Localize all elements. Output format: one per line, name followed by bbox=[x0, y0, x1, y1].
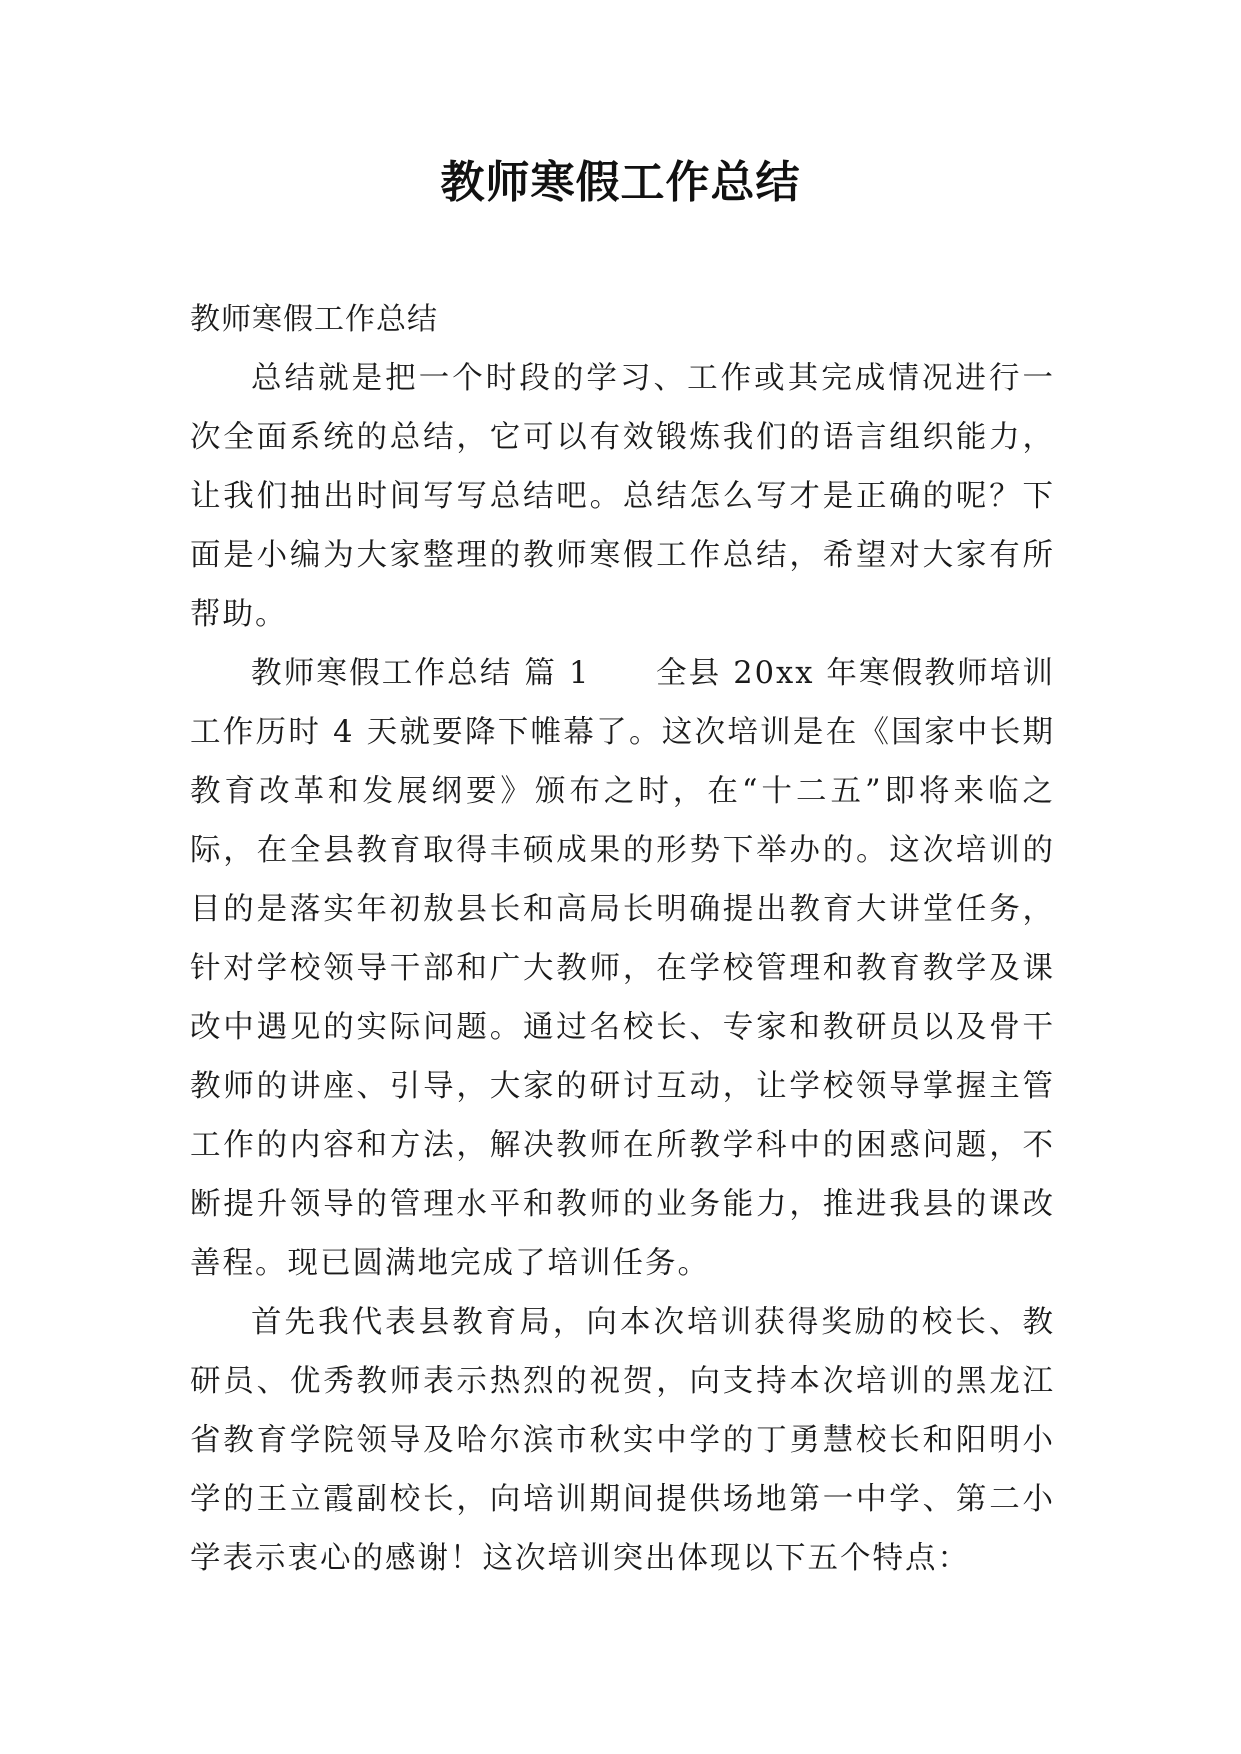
document-subtitle: 教师寒假工作总结 bbox=[190, 302, 438, 337]
paragraph-thanks: 首先我代表县教育局，向本次培训获得奖励的校长、教研员、优秀教师表示热烈的祝贺，向支持本次培训的黑龙江省教育学院领导及哈尔滨市秋实中学的丁勇慧校长和阳明小学的王立霞副校长，向培训期间提供场地第一中学、第二小学表示衷心的感谢！这次培训突出体现以下五个特点： bbox=[190, 1305, 1055, 1576]
paragraph-part-1: 教师寒假工作总结 篇 1 全县 20xx 年寒假教师培训工作历时 4 天就要降下帷幕了。这次培训是在《国家中长期教育改革和发展纲要》颁布之时，在“十二五”即将来临之际，在全县教育取得丰硕成果的形势下举办的。这次培训的目的是落实年初敖县长和高局长明确提出教育大讲堂任务，针对学校领导干部和广大教师，在学校管理和教育教学及课改中遇见的实际问题。通过名校长、专家和教研员以及骨干教师的讲座、引导，大家的研讨互动，让学校领导掌握主管工作的内容和方法，解决教师在所教学科中的困惑问题，不断提升领导的管理水平和教师的业务能力，推进我县的课改善程。现已圆满地完成了培训任务。 bbox=[190, 656, 1055, 1281]
paragraph-intro: 总结就是把一个时段的学习、工作或其完成情况进行一次全面系统的总结，它可以有效锻炼我们的语言组织能力，让我们抽出时间写写总结吧。总结怎么写才是正确的呢？下面是小编为大家整理的教师寒假工作总结，希望对大家有所帮助。 bbox=[190, 361, 1055, 632]
document-body bbox=[190, 290, 1055, 1588]
document-title: 教师寒假工作总结 bbox=[440, 157, 801, 208]
